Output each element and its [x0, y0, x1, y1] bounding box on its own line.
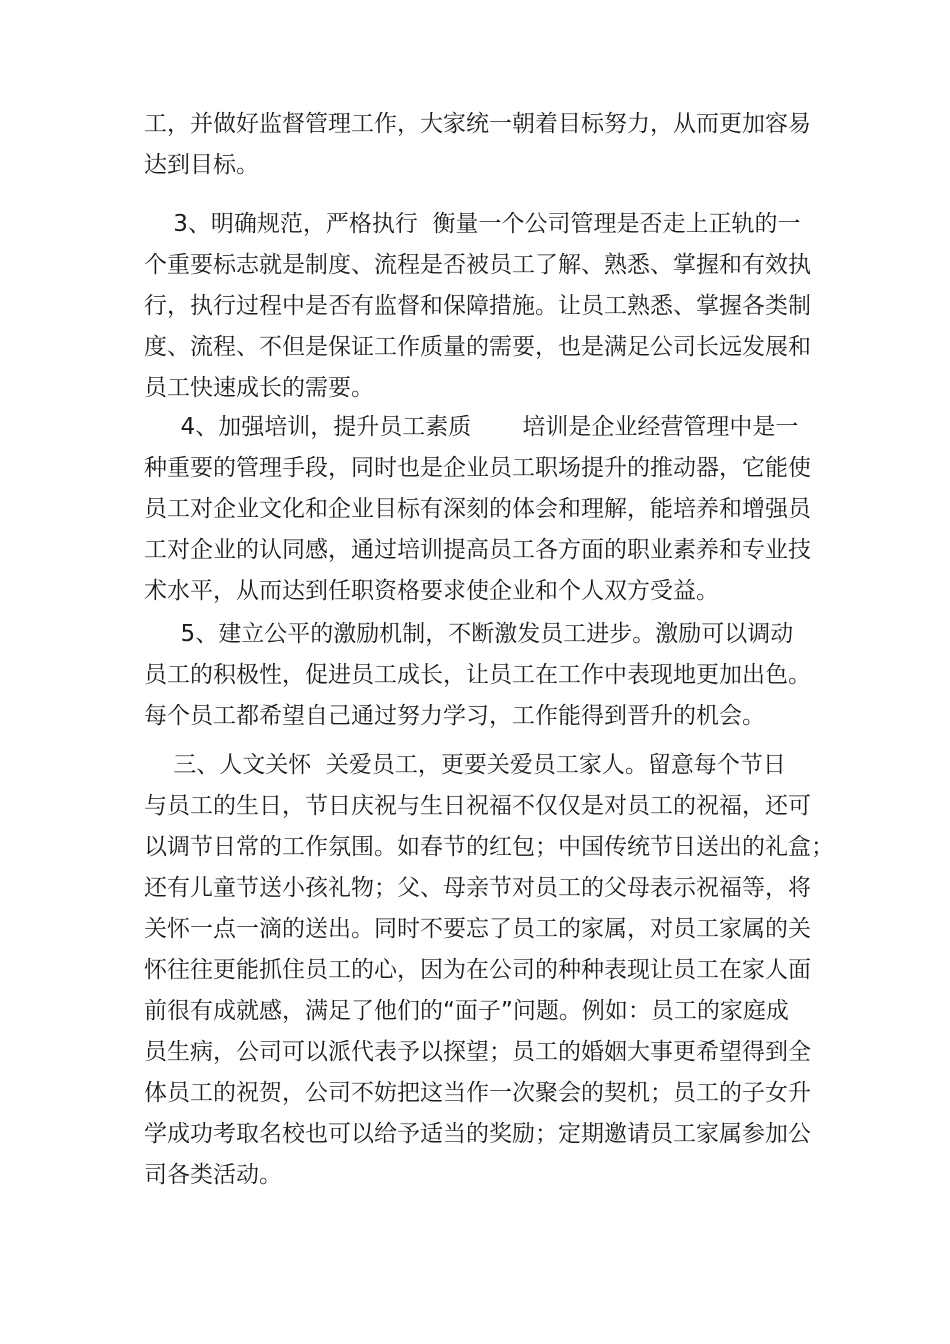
text-line: 术水平，从而达到任职资格要求使企业和个人双方受益。 [144, 578, 719, 604]
text-line: 与员工的生日，节日庆祝与生日祝福不仅仅是对员工的祝福，还可 [144, 793, 811, 819]
text-line: 学成功考取名校也可以给予适当的奖励；定期邀请员工家属参加公 [144, 1121, 811, 1147]
text-line: 工对企业的认同感，通过培训提高员工各方面的职业素养和专业技 [144, 537, 811, 563]
text-line: 以调节日常的工作氛围。如春节的红包；中国传统节日送出的礼盒； [144, 834, 834, 860]
paragraph-supervision [144, 104, 824, 186]
text-line: 员工对企业文化和企业目标有深刻的体会和理解，能培养和增强员 [144, 496, 811, 522]
text-line: 员工快速成长的需要。 [144, 375, 374, 401]
paragraph-training [144, 407, 824, 612]
paragraph-humanistic-care [144, 745, 834, 1196]
text-line: 5、建立公平的激励机制，不断激发员工进步。激励可以调动 [144, 621, 794, 647]
paragraph-incentives [144, 614, 824, 737]
text-line: 员工的积极性，促进员工成长，让员工在工作中表现地更加出色。 [144, 662, 811, 688]
text-line: 每个员工都希望自己通过努力学习，工作能得到晋升的机会。 [144, 703, 765, 729]
text-line: 关怀一点一滴的送出。同时不要忘了员工的家属，对员工家属的关 [144, 916, 811, 942]
text-line: 3、明确规范，严格执行 衡量一个公司管理是否走上正轨的一 [144, 211, 801, 237]
text-line: 体员工的祝贺，公司不妨把这当作一次聚会的契机；员工的子女升 [144, 1080, 811, 1106]
text-line: 怀往往更能抓住员工的心，因为在公司的种种表现让员工在家人面 [144, 957, 811, 983]
text-line: 度、流程、不但是保证工作质量的需要，也是满足公司长远发展和 [144, 334, 811, 360]
text-line: 个重要标志就是制度、流程是否被员工了解、熟悉、掌握和有效执 [144, 252, 811, 278]
text-line: 员生病，公司可以派代表予以探望；员工的婚姻大事更希望得到全 [144, 1039, 811, 1065]
text-line: 4、加强培训，提升员工素质 培训是企业经营管理中是一 [144, 414, 799, 440]
text-line: 工，并做好监督管理工作，大家统一朝着目标努力，从而更加容易 [144, 111, 811, 137]
text-line: 司各类活动。 [144, 1162, 282, 1188]
paragraph-clear-standards [144, 204, 824, 409]
text-line: 前很有成就感，满足了他们的“面子”问题。例如：员工的家庭成 [144, 998, 789, 1024]
text-line: 还有儿童节送小孩礼物；父、母亲节对员工的父母表示祝福等，将 [144, 875, 811, 901]
text-line: 种重要的管理手段，同时也是企业员工职场提升的推动器，它能使 [144, 455, 811, 481]
text-line: 三、人文关怀 关爱员工，更要关爱员工家人。留意每个节日 [144, 752, 786, 778]
text-line: 达到目标。 [144, 152, 259, 178]
text-line: 行，执行过程中是否有监督和保障措施。让员工熟悉、掌握各类制 [144, 293, 811, 319]
